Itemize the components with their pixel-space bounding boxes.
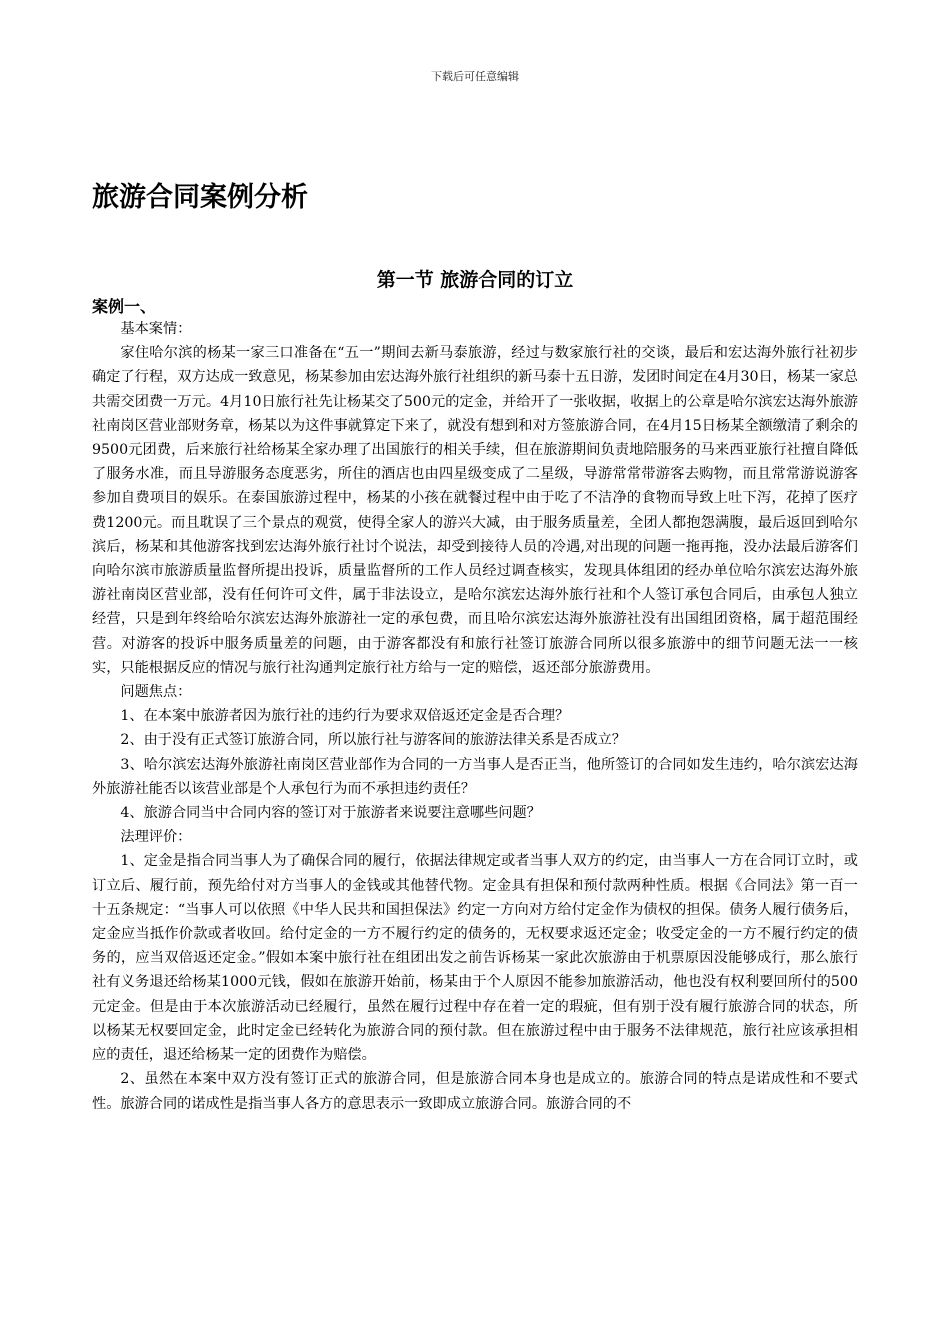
analysis-paragraph-1: 1、定金是指合同当事人为了确保合同的履行，依据法律规定或者当事人双方的约定，由当事人一方在合同订立时，或订立后、履行前，预先给付对方当事人的金钱或其他替代物。定金具有担保和预付款两种性质。根据《合同法》第一百一十五条规定：“当事人可以依照《中华人民共和国担保法》约定一方向对方给付定金作为债权的担保。债务人履行债务后，定金应当抵作价款或者收回。给付定金的一方不履行约定的债务的，无权要求返还定金；收受定金的一方不履行约定的债务的，应当双倍返还定金。”假如本案中旅行社在组团出发之前告诉杨某一家此次旅游由于机票原因没能够成行，那么旅行社有义务退还给杨某1000元钱，假如在旅游开始前，杨某由于个人原因不能参加旅游活动，他也没有权利要回所付的500元定金。但是由于本次旅游活动已经履行，虽然在履行过程中存在着一定的瑕疵，但有别于没有履行旅游合同的状态，所以杨某无权要回定金，此时定金已经转化为旅游合同的预付款。但在旅游过程中由于服务不法律规范，旅行社应该承担相应的责任，退还给杨某一定的团费作为赔偿。	[92, 853, 858, 1064]
header-note: 下载后可任意编辑	[431, 70, 519, 83]
paragraph-case-facts: 家住哈尔滨的杨某一家三口准备在“五一”期间去新马泰旅游，经过与数家旅行社的交谈，最后和宏达海外旅行社初步确定了行程，双方达成一致意见，杨某参加由宏达海外旅行社组织的新马泰十五日游，发团时间定在4月30日，杨某一家总共需交团费一万元。4月10日旅行社先让杨某交了500元的定金，并给开了一张收据，收据上的公章是哈尔滨宏达海外旅游社南岗区营业部财务章，杨某以为这件事就算定下来了，就没有想到和对方签旅游合同，在4月15日杨某全额缴清了剩余的9500元团费，后来旅行社给杨某全家办理了出国旅行的相关手续，但在旅游期间负责地陪服务的马来西亚旅行社擅自降低了服务水准，而且导游服务态度恶劣，所住的酒店也由四星级变成了二星级，导游常常带游客去购物，而且常常游说游客参加自费项目的娱乐。在泰国旅游过程中，杨某的小孩在就餐过程中由于吃了不洁净的食物而导致上吐下泻，花掉了医疗费1200元。而且耽误了三个景点的观赏，使得全家人的游兴大减，由于服务质量差，全团人都抱怨满腹，最后返回到哈尔滨后，杨某和其他游客找到宏达海外旅行社讨个说法，却受到接待人员的冷遇,对出现的问题一拖再拖，没办法最后游客们向哈尔滨市旅游质量监督所提出投诉，质量监督所的工作人员经过调查核实，发现具体组团的经办单位哈尔滨宏达海外旅游社南岗区营业部，没有任何许可文件，属于非法设立，是哈尔滨宏达海外旅行社和个人签订承包合同后，由承包人独立经营，只是到年终给哈尔滨宏达海外旅游社一定的承包费，而且哈尔滨宏达海外旅游社没有出国组团资格，属于超范围经营。对游客的投诉中服务质量差的问题，由于游客都没有和旅行社签订旅游合同所以很多旅游中的细节问题无法一一核实，只能根据反应的情况与旅行社沟通判定旅行社方给与一定的赔偿，返还部分旅游费用。	[92, 345, 858, 676]
label-legal-analysis: 法理评价：	[120, 829, 192, 846]
issue-item-1: 1、在本案中旅游者因为旅行社的违约行为要求双倍返还定金是否合理？	[120, 708, 570, 725]
issue-item-3: 3、哈尔滨宏达海外旅游社南岗区营业部作为合同的一方当事人是否正当，他所签订的合同如发生违约，哈尔滨宏达海外旅游社能否以该营业部是个人承包行为而不承担违约责任？	[92, 756, 858, 797]
case-heading: 案例一、	[92, 297, 157, 316]
label-issues: 问题焦点：	[120, 684, 192, 701]
issue-item-4: 4、旅游合同当中合同内容的签订对于旅游者来说要注意哪些问题？	[120, 805, 541, 822]
section-heading: 第一节 旅游合同的订立	[376, 269, 574, 291]
issue-item-2: 2、由于没有正式签订旅游合同，所以旅行社与游客间的旅游法律关系是否成立？	[120, 732, 626, 749]
case-body	[92, 317, 858, 1116]
analysis-paragraph-2: 2、虽然在本案中双方没有签订正式的旅游合同，但是旅游合同本身也是成立的。旅游合同的特点是诺成性和不要式性。旅游合同的诺成性是指当事人各方的意思表示一致即成立旅游合同。旅游合同的不	[92, 1071, 858, 1112]
label-basic-facts: 基本案情：	[120, 321, 192, 337]
document-title: 旅游合同案例分析	[92, 182, 308, 213]
